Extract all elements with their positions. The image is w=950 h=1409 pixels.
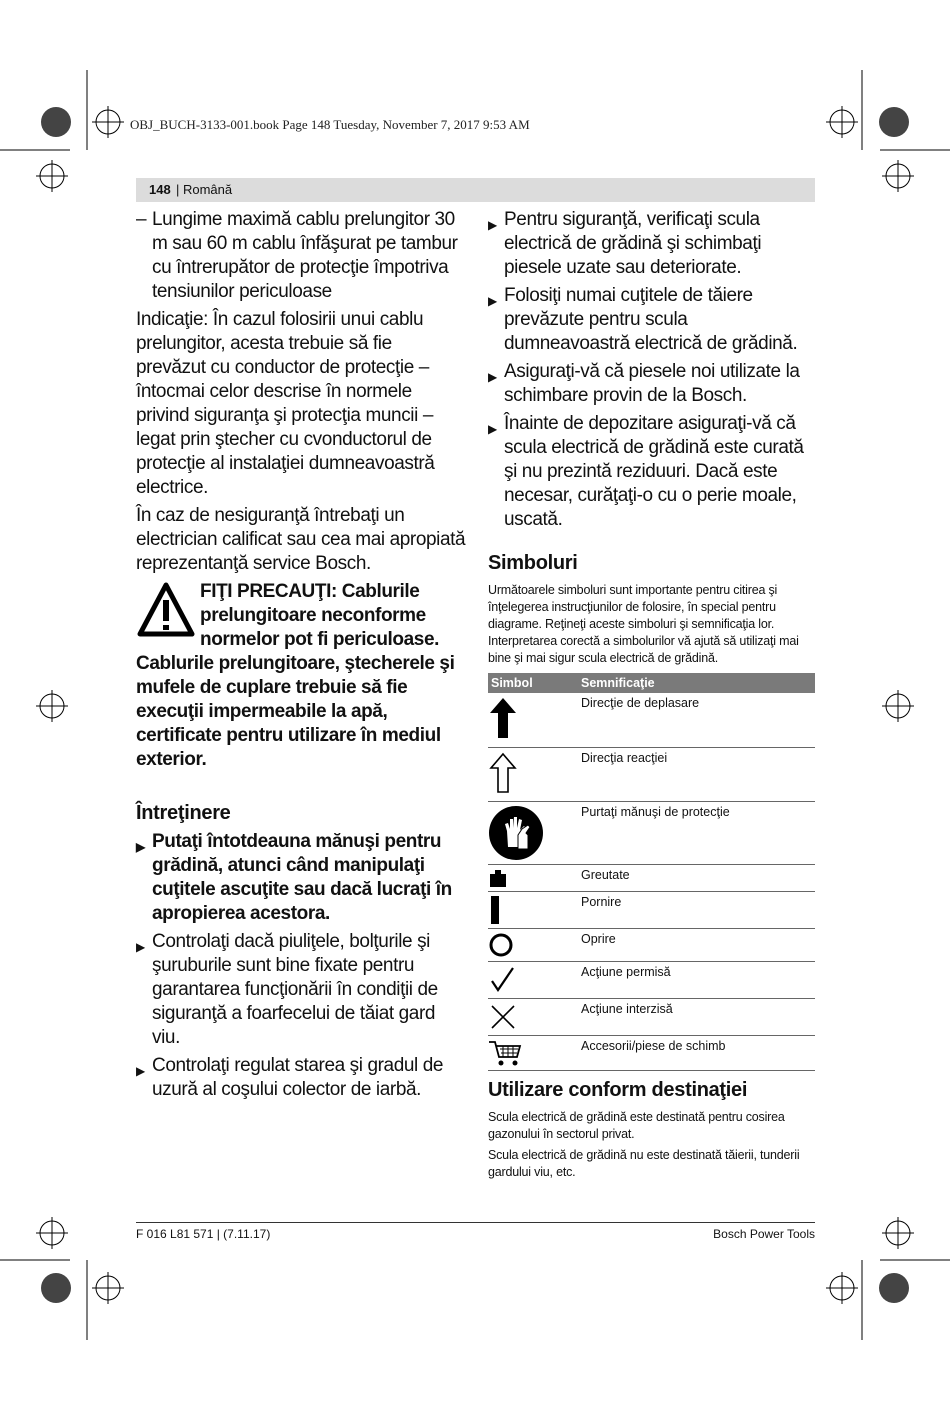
not-intended-use-paragraph: Scula electrică de grădină nu este destinată tăierii, tunderii gardului viu, etc. [488,1147,800,1179]
list-item [136,830,466,926]
bullet-arrow-icon: ▶ [136,840,145,854]
table-row [488,1035,815,1070]
col-header-symbol: Simbol [488,673,578,693]
bullet-arrow-icon: ▶ [136,940,145,954]
left-column [136,208,466,1106]
section-heading-intended-use: Utilizare conform destinaţiei [488,1078,748,1101]
power-on-icon [488,895,502,925]
dash-mark: – [136,209,147,230]
list-item [488,284,815,356]
meaning-cell: Acţiune interzisă [578,998,815,1035]
weight-icon [488,868,508,888]
bullet-arrow-icon: ▶ [136,1064,145,1078]
meaning-cell: Pornire [578,891,815,928]
table-row [488,693,815,747]
dash-list-item [136,208,466,304]
list-item-text: Controlaţi dacă piuliţele, bolţurile şi şuruburile sunt bine fixate pentru garantarea funcţionării în condiţii de siguranţă a foarfecelui de tăiat gard viu. [152,931,438,1048]
table-row [488,747,815,801]
list-item [136,930,466,1050]
check-icon [488,965,518,995]
symbols-intro: Următoarele simboluri sunt importante pentru citirea şi înţelegerea instrucţiunilor de folosire, în special pentru diagrame. Reţineţi aceste simboluri şi semnificaţia lor. Interpretarea corectă a simbolurilor vă ajută să utilizaţi mai bine şi mai sigur scula electrică de grădină. [488,583,799,665]
footer-brand: Bosch Power Tools [713,1227,815,1241]
footer-document-code: F 016 L81 571 | (7.11.17) [136,1227,271,1241]
table-header-row [488,673,815,693]
page-header-band [136,178,815,202]
meaning-cell: Purtaţi mănuşi de protecţie [578,801,815,864]
list-item [488,208,815,280]
page-number: 148 [149,182,171,197]
file-header: OBJ_BUCH-3133-001.book Page 148 Tuesday, November 7, 2017 9:53 AM [130,117,530,132]
right-column [488,208,815,1181]
table-row [488,998,815,1035]
dash-item-text: Lungime maximă cablu prelungitor 30 m sau 60 m cablu înfăşurat pe tambur cu întrerupător de protecţie împotriva tensiunilor periculoase [152,209,458,302]
service-paragraph: În caz de nesiguranţă întrebaţi un electrician calificat sau cea mai apropiată reprezentanţă service Bosch. [136,505,466,574]
meaning-cell: Accesorii/piese de schimb [578,1035,815,1070]
warning-block [136,580,466,652]
list-item [488,360,815,408]
direction-outline-arrow-icon [488,751,518,795]
intended-use-paragraph: Scula electrică de grădină este destinată pentru cosirea gazonului în sectorul privat. [488,1109,785,1141]
meaning-cell: Acţiune permisă [578,961,815,998]
footer-divider [136,1222,815,1223]
section-heading-symbols: Simboluri [488,552,578,574]
list-item [136,1054,466,1102]
list-item-text: Folosiţi numai cuţitele de tăiere prevăzute pentru scula dumneavoastră electrică de grădină. [504,285,798,354]
shopping-cart-icon [488,1039,522,1067]
table-row [488,928,815,961]
meaning-cell: Oprire [578,928,815,961]
bullet-arrow-icon: ▶ [488,370,497,384]
cross-icon [488,1002,518,1032]
list-item-text: Înainte de depozitare asiguraţi-vă că scula electrică de grădină este curată şi nu prezintă reziduuri. Dacă este necesar, curăţaţi-o cu o perie moale, uscată. [504,413,804,530]
list-item-text: Controlaţi regulat starea şi gradul de uzură al coşului colector de iarbă. [152,1055,444,1100]
meaning-cell: Direcţie de deplasare [578,693,815,747]
meaning-cell: Greutate [578,864,815,891]
col-header-meaning: Semnificaţie [578,673,815,693]
warning-text: Cablurile prelungitoare, ştecherele şi mufele de cuplare trebuie să fie execuţii impermeabile la apă, certificate pentru utilizare în mediul exterior. [136,653,455,770]
list-item [488,412,815,532]
symbols-table [488,673,815,1071]
power-off-icon [488,932,514,958]
protective-gloves-icon [488,805,544,861]
table-row [488,864,815,891]
table-row [488,801,815,864]
warning-triangle-icon [136,580,196,640]
warning-heading: FIŢI PRECAUŢI: Cablurile prelungitoare neconforme normelor pot fi periculoase. [200,581,440,650]
note-paragraph: Indicaţie: În cazul folosirii unui cablu prelungitor, acesta trebuie să fie prevăzut cu conductor de protecţie – întocmai celor descrise în normele privind siguranţa şi protecţia muncii – legat prin ştecher cu cvonductorul de protecţie al instalaţiei dumneavoastră electrice. [136,309,435,498]
meaning-cell: Direcţia reacţiei [578,747,815,801]
bullet-arrow-icon: ▶ [488,294,497,308]
list-item-text: Pentru siguranţă, verificaţi scula electrică de grădină şi schimbaţi piesele uzate sau deteriorate. [504,209,762,278]
list-item-text: Putaţi întotdeauna mănuşi pentru grădină, atunci când manipulaţi cuţitele ascuţite sau dacă lucraţi în apropierea acestora. [152,831,452,924]
bullet-arrow-icon: ▶ [488,218,497,232]
section-heading-maintenance: Întreţinere [136,802,231,824]
direction-filled-arrow-icon [488,696,518,740]
list-item-text: Asiguraţi-vă că piesele noi utilizate la schimbare provin de la Bosch. [504,361,800,406]
table-row [488,961,815,998]
page-language: | Română [176,182,233,197]
bullet-arrow-icon: ▶ [488,422,497,436]
table-row [488,891,815,928]
